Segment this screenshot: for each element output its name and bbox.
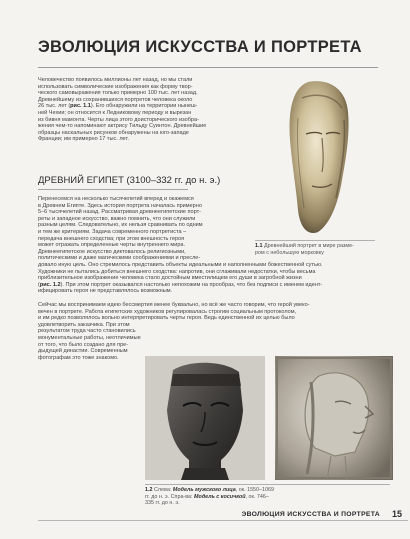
text-line: монументальные работы, неотличимые [38,334,141,341]
paragraph-egypt-2 [38,262,388,295]
braid-model-image [275,356,393,480]
caption-text: , ок. 746–335 гг. до н. э. [145,493,269,506]
intro-line: ческого самовыражения только примерно 100 тыс. лет назад. [38,90,198,97]
text-line: реты и западное искусство, важно помнить, что они служили [38,215,196,222]
text-line: и им редко позволялось вольно интерпретировать черты героя. Ведь единственной их целью было [38,315,295,322]
intro-line: использовать символические изображения как форму твор- [38,83,193,90]
caption-text: Слева: [154,487,173,493]
text-line: довало иную цель. Оно стремилось представить объекты идеальными и наполненными божественной сутью. [38,262,323,268]
ivory-head-image [270,78,370,236]
figure-braid-model [275,356,393,480]
page-title: ЭВОЛЮЦИЯ ИСКУССТВА И ПОРТРЕТА [38,38,362,56]
artwork-title: Модель мужского лица [172,487,236,493]
section-heading: ДРЕВНИЙ ЕГИПЕТ (3100–332 гг. до н. э.) [38,175,221,186]
figure-ref: рис. 1.1 [70,103,91,110]
caption-text: , ок. 1550–1069 гг. до н. э. Спра- [145,487,275,500]
text-line: разным целям. Следовательно, их нельзя сравнивать по одним [38,222,203,229]
caption-line: Древнейший портрет в мире разме- [264,243,354,249]
figure-ref: рис. 1.2 [39,281,61,288]
text-line: может отражать определенные черты внутреннего мира. [38,242,186,249]
text-line: фотографам это тоже знакомо. [38,354,119,361]
text-line: и тем же критериям. Задача современного портретиста – [38,228,187,235]
figure-number: 1.1 [255,243,263,249]
caption-line: ром с небольшую морковку [255,249,324,256]
text-line: передача внешнего сходства; при этом внешность героя [38,235,185,242]
title-rule [38,67,378,68]
text-line: Перенесемся на несколько тысячелетий вперед и окажемся [38,196,194,202]
figure-caption-1 [255,243,380,256]
text-line: приблизительное изображение человека стало достойным вместилищем его души в загробной жизни [38,275,302,282]
paragraph-egypt-1 [38,196,270,262]
caption-rule [255,240,375,241]
paragraph-egypt-3 [38,302,388,361]
intro-line: Франции; им примерно 17 тыс. лет. [38,136,129,143]
intro-line: образцы наскальных рисунков обнаружены на юго-западе [38,129,189,136]
figure-number: 1.2 [145,487,153,493]
intro-line: Человечество появилось миллионы лет назад, но мы стали [38,77,193,83]
intro-line: Древнейшему из сохранившихся портретов человека около [38,96,193,103]
intro-line: из бивня мамонта. Черты лица этого доисторического изобра- [38,116,199,123]
text-line: Древнеегипетское искусство диктовалось религиозными, [38,248,186,255]
text-line: политическими и даже магическими соображениями и пресле- [38,255,201,262]
figure-ivory-head [270,78,370,236]
figure-caption-2 [145,487,275,507]
text-line: удовлетворить заказчика. При этом [38,321,130,328]
intro-line: жения чем-то напоминают актрису Тильду Суинтон. Древнейшие [38,123,207,130]
text-line: (рис. 1.2). При этом портрет оказывался настолько непохожим на прообраз, что без подписи с именем идент- [38,281,323,288]
caption-text: ва: [185,493,195,500]
text-line: дыдущей династии. Современным [38,348,128,355]
page-number: 15 [391,509,402,519]
artwork-title: Модель с косичкой [194,493,246,500]
intro-line: 26 тыс. лет (рис. 1.1). Его обнаружили на территории нынеш- [38,103,198,110]
text-line: Художники не пытались добиться внешнего сходства: напротив, они сглаживали недостатки, чтобы весьма [38,268,316,275]
text-line: 5–6 тысячелетий назад. Рассматривая древнеегипетские порт- [38,209,201,216]
text-line: Сейчас мы воспринимаем идею бессмертия менее буквально, но всё же часто говорим, что герой увеко- [38,302,310,308]
intro-line: ней Чехии; он относится к Ледниковому периоду и вырезан [38,109,192,116]
text-line: ифицировать героя не представлялось возможным. [38,288,173,295]
section-rule [38,189,188,190]
text-line: вечен в портрете. Работа египетских художников регулировалась строгим социальным протоколом, [38,308,297,315]
running-head: ЭВОЛЮЦИЯ ИСКУССТВА И ПОРТРЕТА [241,511,380,518]
intro-paragraph [38,77,270,143]
text-line: результатом труда часто становились [38,328,136,335]
footer-rule [38,520,408,521]
male-face-image [145,356,265,480]
text-line: от того, что было создано для пре- [38,341,129,348]
caption-rule [145,484,390,485]
text-line: в Древнем Египте. Здесь история портрета началась примерно [38,202,202,209]
figure-male-face-model [145,356,265,480]
